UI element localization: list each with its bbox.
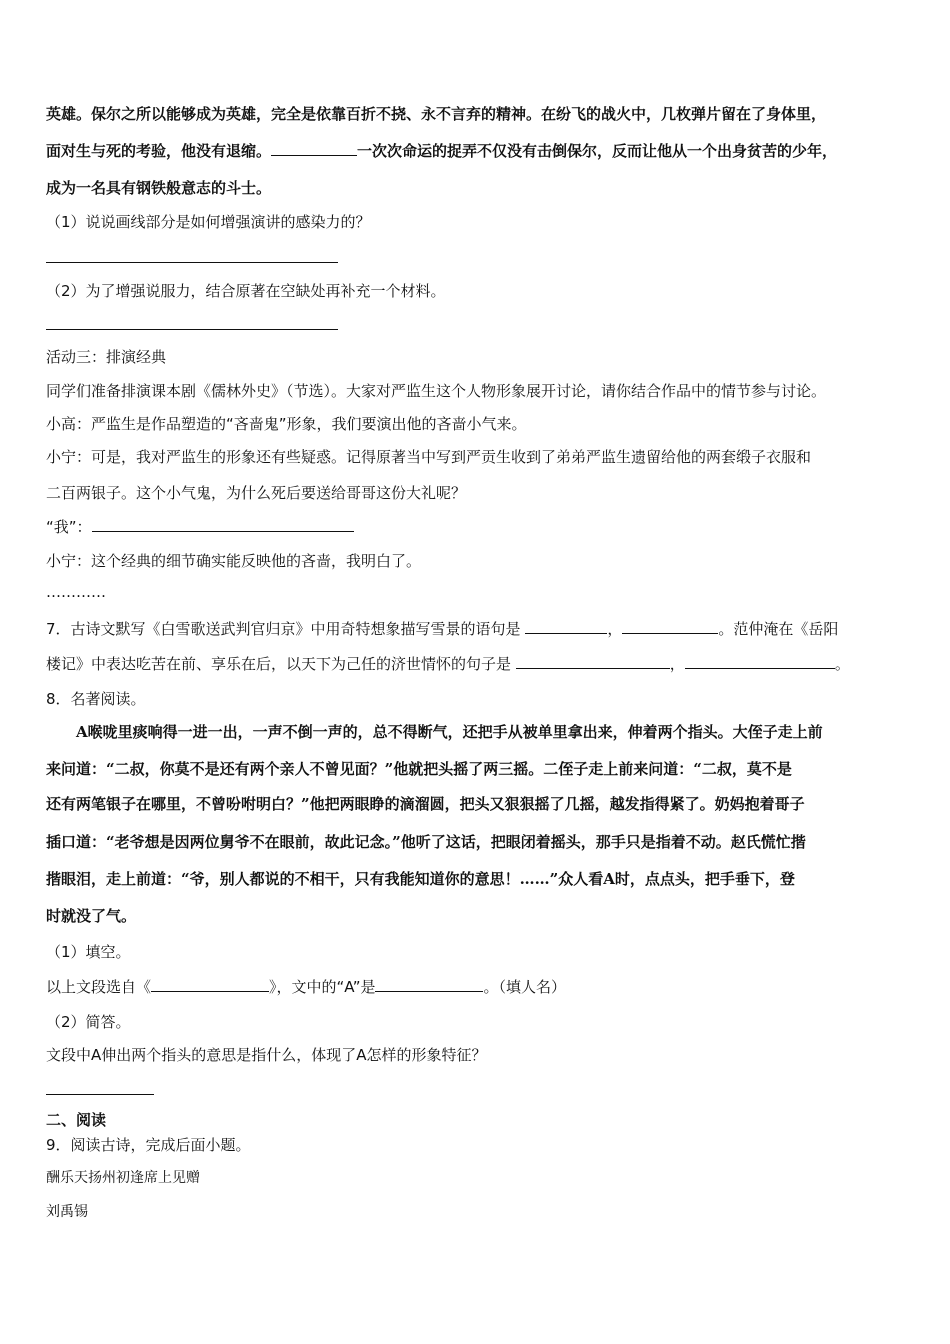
me-answer-line (46, 517, 910, 537)
answer-blank-7-4[interactable] (685, 654, 835, 669)
fill-text-b: 》，文中的“A”是 (269, 978, 376, 996)
answer-blank-7-2[interactable] (622, 619, 718, 634)
question-8-sub-1: （1）填空。 (46, 943, 131, 961)
section-2-title: 二、阅读 (46, 1111, 107, 1129)
passage-line-2 (46, 141, 910, 161)
question-7-part-3: 楼记》中表达吃苦在前、享乐在后，以天下为己任的济世情怀的句子是 (46, 655, 512, 673)
poem-title: 酬乐天扬州初逢席上见赠 (46, 1170, 200, 1186)
question-7-line-1 (46, 619, 910, 639)
comma-2: ， (669, 655, 685, 673)
answer-blank-name[interactable] (375, 977, 483, 992)
excerpt-line-2: 来问道：“二叔，你莫不是还有两个亲人不曾见面？”他就把头摇了两三摇。二侄子走上前来问道：“二叔，莫不是 (46, 760, 792, 778)
activity-3-intro: 同学们准备排演课本剧《儒林外史》（节选）。大家对严监生这个人物形象展开讨论，请你结合作品中的情节参与讨论。 (46, 382, 827, 400)
answer-blank-7-1[interactable] (525, 619, 607, 634)
activity-3-title: 活动三：排演经典 (46, 348, 167, 366)
xiaoning-line-1b: 二百两银子。这个小气鬼，为什么死后要送给哥哥这份大礼呢？ (46, 484, 467, 502)
question-7-part-1: 7．古诗文默写《白雪歌送武判官归京》中用奇特想象描写雪景的语句是 (46, 620, 521, 638)
answer-blank-7-3[interactable] (516, 654, 670, 669)
excerpt-line-5: 揩眼泪，走上前道：“爷，别人都说的不相干，只有我能知道你的意思！……”众人看A时，点点头，把手垂下，登 (46, 870, 795, 888)
question-7-end: 。 (834, 655, 850, 673)
question-6-sub-1: （1）说说画线部分是如何增强演讲的感染力的？ (46, 213, 371, 231)
answer-blank-material[interactable] (271, 141, 357, 156)
me-label: “我”： (46, 518, 92, 536)
excerpt-line-3: 还有两笔银子在哪里，不曾吩咐明白？”他把两眼睁的滴溜圆，把头又狠狠摇了几摇，越发指得紧了。奶妈抱着哥子 (46, 795, 805, 813)
question-7-part-2: 。范仲淹在《岳阳 (718, 620, 839, 638)
excerpt-line-4: 插口道：“老爷想是因两位舅爷不在眼前，故此记念。”他听了这话，把眼闭着摇头，那手只是指着不动。赵氏慌忙揩 (46, 833, 806, 851)
answer-blank-book[interactable] (151, 977, 269, 992)
answer-line-6-1[interactable] (46, 262, 338, 263)
ellipsis: ………… (46, 583, 106, 601)
comma-1: ， (607, 620, 623, 638)
fill-text-a: 以上文段选自《 (46, 978, 152, 996)
excerpt-line-1: A喉咙里痰响得一进一出，一声不倒一声的，总不得断气，还把手从被单里拿出来，伸着两个指头。大侄子走上前 (76, 723, 823, 741)
answer-line-6-2[interactable] (46, 329, 338, 330)
question-6-sub-2: （2）为了增强说服力，结合原著在空缺处再补充一个材料。 (46, 282, 446, 300)
question-8-sub-2-question: 文段中A伸出两个指头的意思是指什么，体现了A怎样的形象特征？ (46, 1046, 487, 1064)
passage-line-2-before: 面对生与死的考验，他没有退缩。 (46, 142, 272, 160)
excerpt-line-6: 时就没了气。 (46, 907, 137, 925)
question-8-sub-2: （2）简答。 (46, 1013, 131, 1031)
poem-author: 刘禹锡 (46, 1204, 88, 1220)
question-7-line-2 (46, 654, 910, 674)
passage-line-3: 成为一名具有钢铁般意志的斗士。 (46, 179, 272, 197)
question-8-fill-line (46, 977, 910, 997)
answer-blank-me[interactable] (92, 517, 354, 532)
passage-line-2-after: 一次次命运的捉弄不仅没有击倒保尔，反而让他从一个出身贫苦的少年， (357, 142, 838, 160)
xiaoning-line-1a: 小宁：可是，我对严监生的形象还有些疑惑。记得原著当中写到严贡生收到了弟弟严监生遗留给他的两套缎子衣服和 (46, 448, 812, 466)
fill-text-c: 。（填人名） (483, 978, 566, 996)
question-8-title: 8．名著阅读。 (46, 690, 146, 708)
xiaoning-line-2: 小宁：这个经典的细节确实能反映他的吝啬，我明白了。 (46, 552, 422, 570)
answer-line-8-2[interactable] (46, 1094, 154, 1095)
xiaogao-line: 小高：严监生是作品塑造的“吝啬鬼”形象，我们要演出他的吝啬小气来。 (46, 415, 527, 433)
question-9-title: 9．阅读古诗，完成后面小题。 (46, 1136, 251, 1154)
passage-line-1: 英雄。保尔之所以能够成为英雄，完全是依靠百折不挠、永不言弃的精神。在纷飞的战火中，几枚弹片留在了身体里， (46, 105, 827, 123)
